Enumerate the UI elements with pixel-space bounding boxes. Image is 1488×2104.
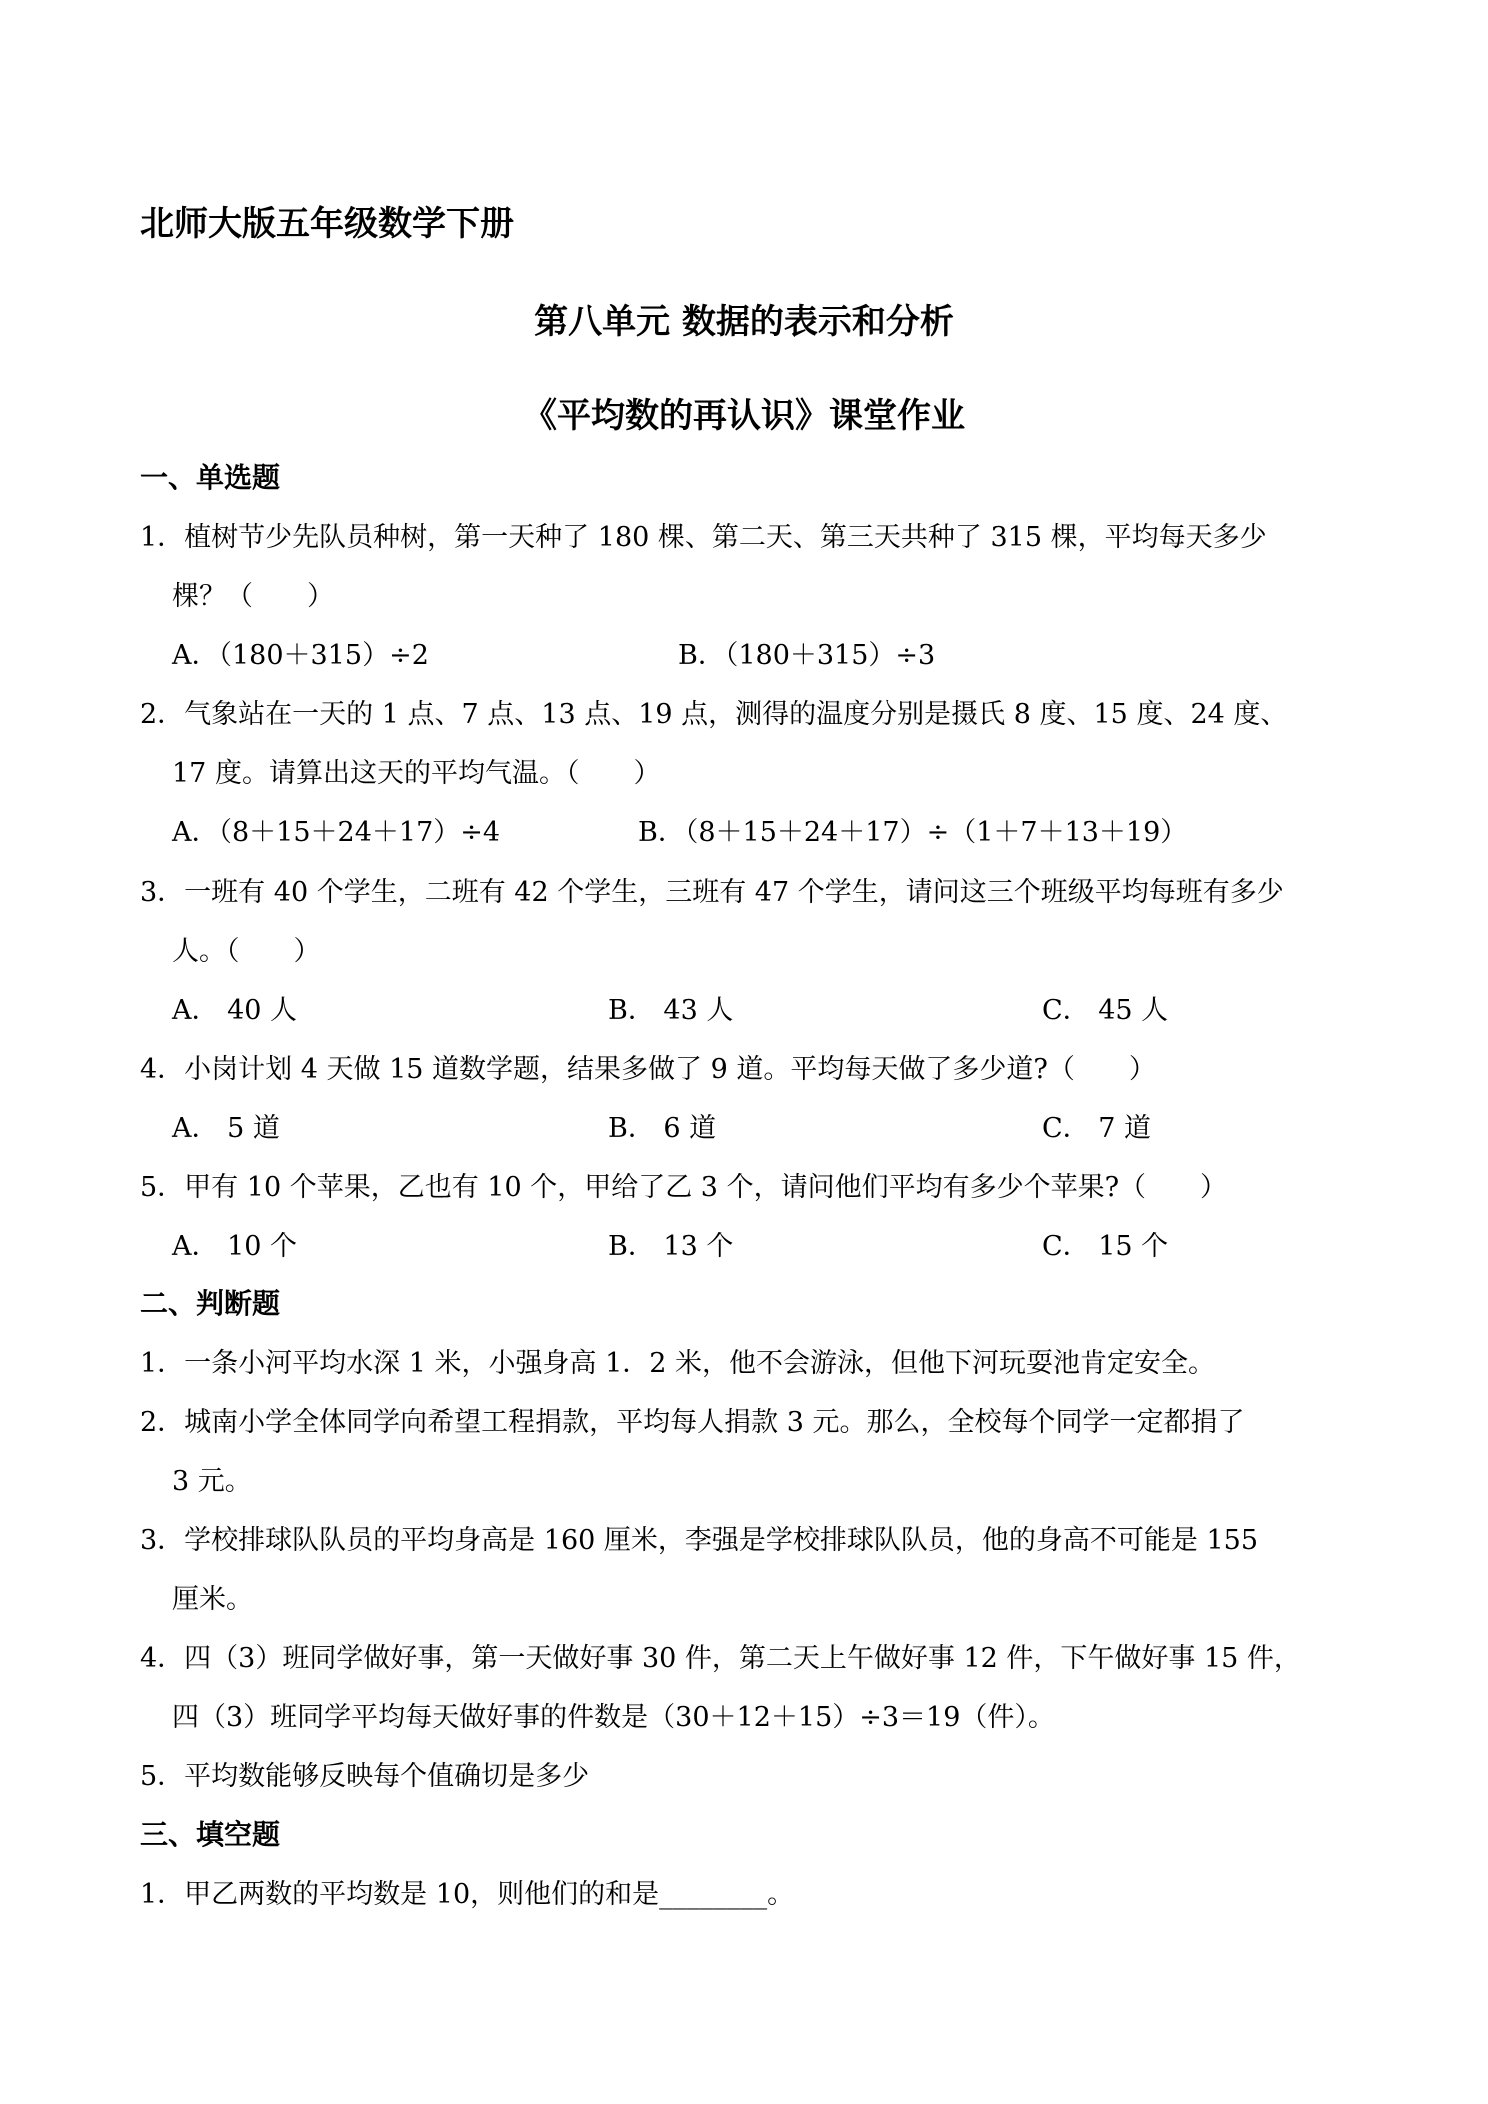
tf-question-1: 1．一条小河平均水深 1 米，小强身高 1．2 米，他不会游泳，但他下河玩耍池肯定安全。 (140, 1348, 1216, 1379)
tf-question-4-line-1: 4．四（3）班同学做好事，第一天做好事 30 件，第二天上午做好事 12 件，下午做好事 15 件， (140, 1643, 1301, 1674)
unit-title: 第八单元 数据的表示和分析 (534, 302, 954, 342)
tf-question-3-line-1: 3．学校排球队队员的平均身高是 160 厘米，李强是学校排球队队员，他的身高不可能是 155 (140, 1525, 1258, 1556)
lesson-title: 《平均数的再认识》课堂作业 (523, 396, 965, 436)
fill-question-1-text: 1．甲乙两数的平均数是 10，则他们的和是 (140, 1879, 660, 1910)
question-2-line-2: 17 度。请算出这天的平均气温。（ ） (172, 758, 661, 789)
question-4-line-1: 4．小岗计划 4 天做 15 道数学题，结果多做了 9 道。平均每天做了多少道?（ ） (140, 1054, 1156, 1085)
question-4-option-c: C． 7 道 (1042, 1113, 1152, 1144)
question-3-option-a: A． 40 人 (172, 995, 298, 1026)
fill-question-1 (140, 1872, 794, 1911)
question-2-option-a: A．（8＋15＋24＋17）÷4 (172, 817, 501, 848)
question-5-option-a: A． 10 个 (172, 1231, 298, 1262)
section-heading-fill-blank: 三、填空题 (140, 1818, 281, 1851)
question-5-option-c: C． 15 个 (1042, 1231, 1169, 1262)
answer-blank[interactable]: ________ (659, 1879, 768, 1910)
tf-question-2-line-1: 2．城南小学全体同学向希望工程捐款，平均每人捐款 3 元。那么，全校每个同学一定都捐了 (140, 1407, 1245, 1438)
fill-question-1-end: 。 (767, 1879, 795, 1910)
question-3-option-b: B． 43 人 (608, 995, 734, 1026)
book-title: 北师大版五年级数学下册 (140, 204, 514, 244)
question-5-line-1: 5．甲有 10 个苹果，乙也有 10 个，甲给了乙 3 个，请问他们平均有多少个苹果?（ ） (140, 1172, 1228, 1203)
question-2-option-b: B．（8＋15＋24＋17）÷（1＋7＋13＋19） (638, 817, 1188, 848)
tf-question-5: 5．平均数能够反映每个值确切是多少 (140, 1761, 590, 1792)
question-4-option-b: B． 6 道 (608, 1113, 717, 1144)
section-heading-single-choice: 一、单选题 (140, 461, 281, 494)
question-3-line-1: 3．一班有 40 个学生，二班有 42 个学生，三班有 47 个学生，请问这三个班级平均每班有多少 (140, 877, 1284, 908)
question-1-line-1: 1．植树节少先队员种树，第一天种了 180 棵、第二天、第三天共种了 315 棵，平均每天多少 (140, 522, 1267, 553)
question-1-option-b: B．（180＋315）÷3 (678, 640, 936, 671)
question-3-option-c: C． 45 人 (1042, 995, 1169, 1026)
question-1-line-2: 棵？（ ） (172, 581, 334, 612)
question-3-line-2: 人。（ ） (172, 936, 321, 967)
question-5-option-b: B． 13 个 (608, 1231, 734, 1262)
question-1-option-a: A．（180＋315）÷2 (172, 640, 429, 671)
tf-question-4-line-2: 四（3）班同学平均每天做好事的件数是（30＋12＋15）÷3＝19（件）。 (172, 1702, 1055, 1733)
tf-question-3-line-2: 厘米。 (172, 1584, 253, 1615)
tf-question-2-line-2: 3 元。 (172, 1466, 252, 1497)
question-2-line-1: 2．气象站在一天的 1 点、7 点、13 点、19 点，测得的温度分别是摄氏 8 度、15 度、24 度、 (140, 699, 1288, 730)
question-4-option-a: A． 5 道 (172, 1113, 280, 1144)
section-heading-true-false: 二、判断题 (140, 1287, 281, 1320)
